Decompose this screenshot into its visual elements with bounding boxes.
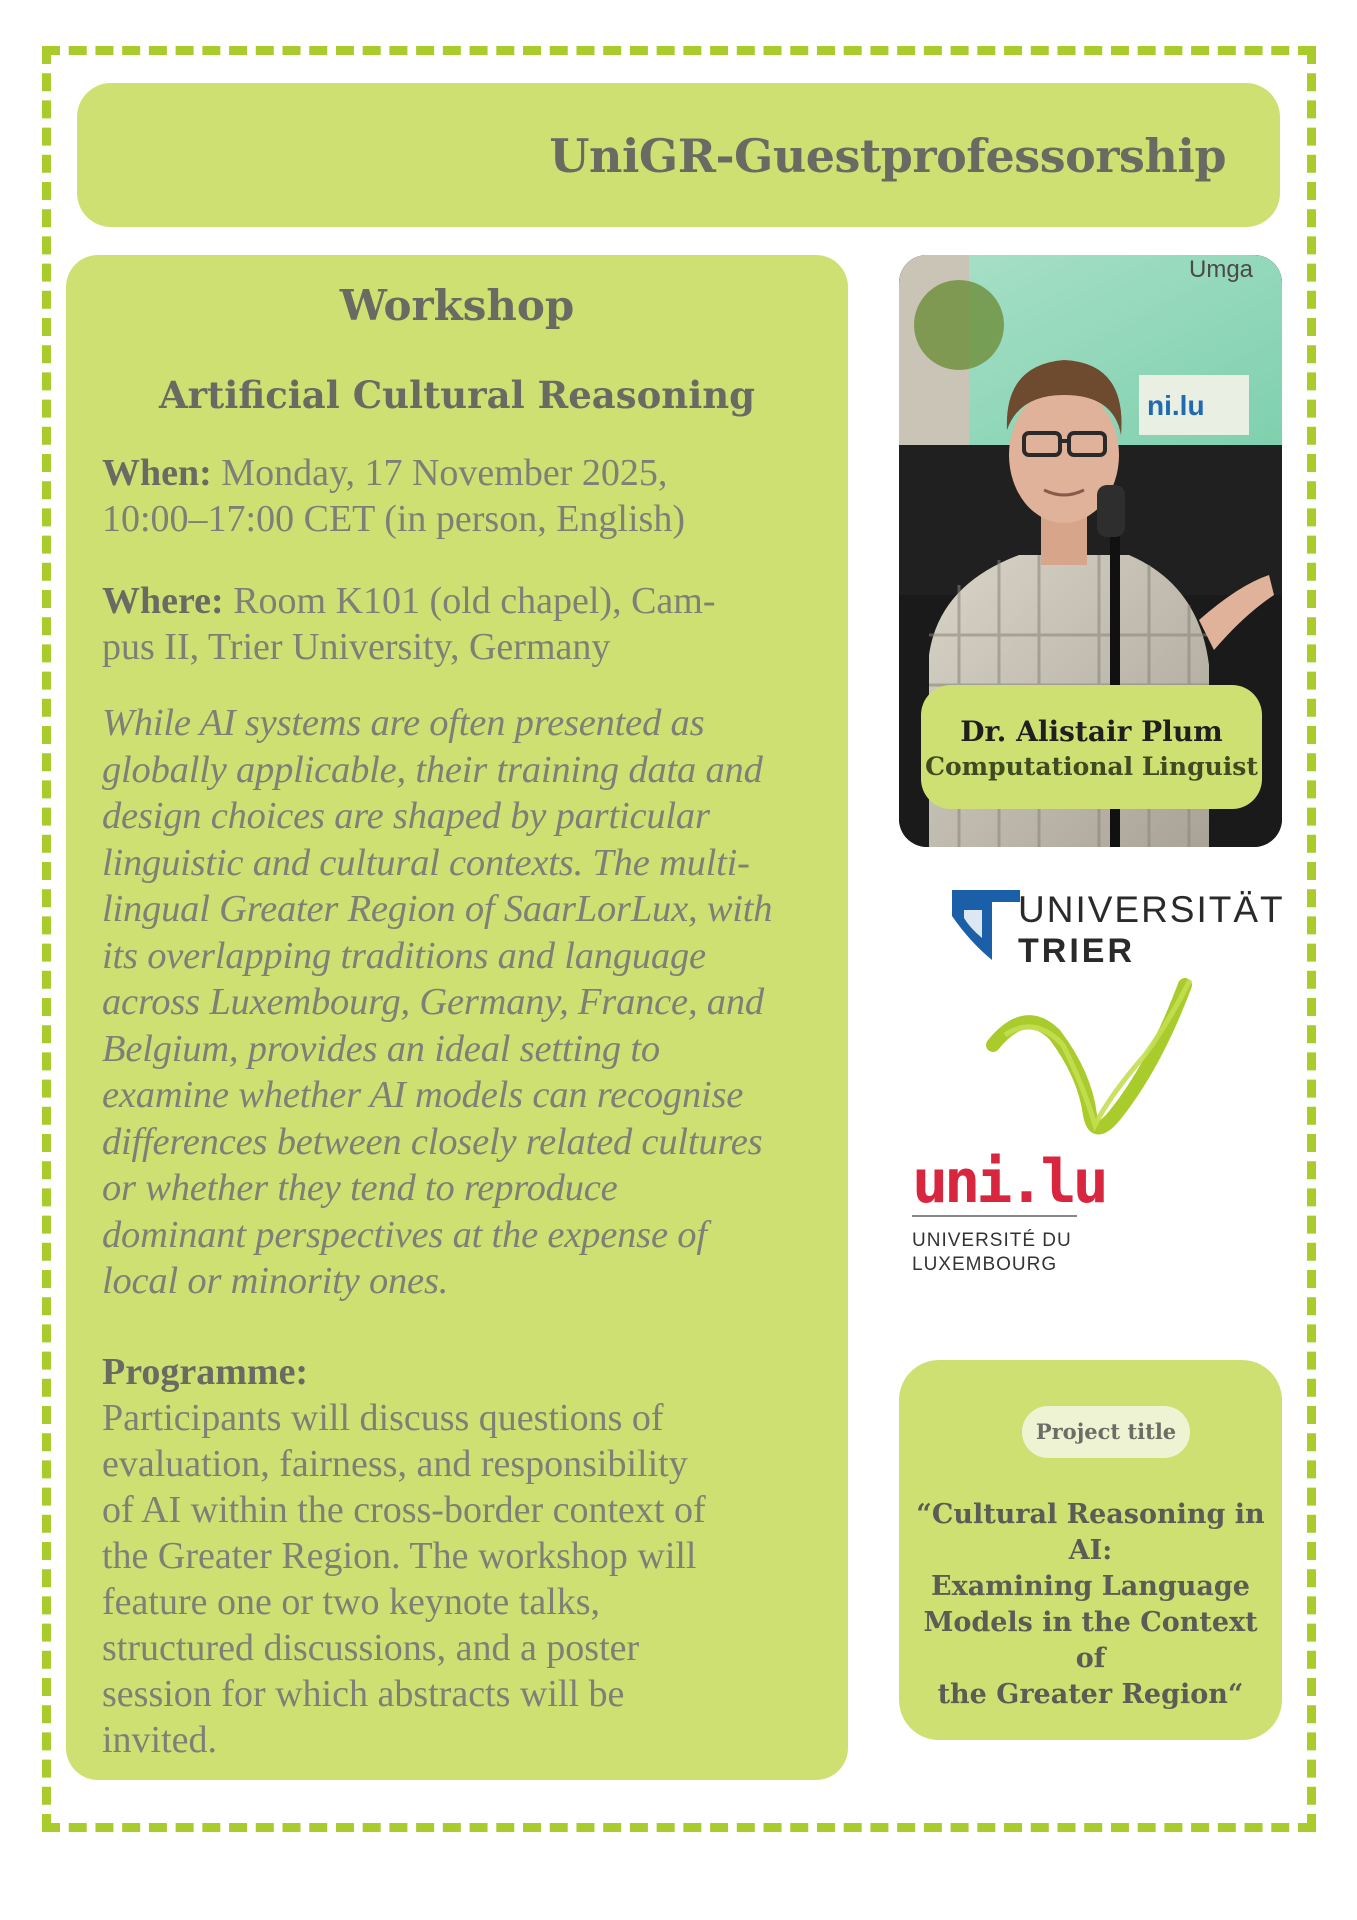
description-line: dominant perspectives at the expense of (102, 1213, 707, 1256)
description-line: local or minority ones. (102, 1260, 449, 1302)
page-title: UniGR-Guestprofessorship (549, 129, 1226, 183)
description-line: linguistic and cultural contexts. The multi- (102, 841, 750, 884)
programme-line: evaluation, fairness, and responsibility (102, 1443, 688, 1485)
project-title (905, 1497, 1276, 1713)
unilu-line2: LUXEMBOURG (912, 1254, 1058, 1275)
description-line: design choices are shaped by particular (102, 795, 710, 837)
description-line: or whether they tend to reproduce (102, 1167, 618, 1209)
description-line: its overlapping traditions and language (102, 934, 706, 977)
programme-line: of AI within the cross-border context of (102, 1489, 706, 1531)
project-label: Project title (1022, 1406, 1190, 1458)
where-line2: pus II, Trier University, Germany (102, 626, 611, 668)
speaker-photo-card (899, 255, 1282, 847)
programme-line: structured discussions, and a poster (102, 1627, 640, 1669)
project-title-line: “Cultural Reasoning in AI: (916, 1499, 1265, 1566)
programme-line: the Greater Region. The workshop will (102, 1535, 697, 1577)
where-block (102, 578, 822, 670)
trier-university-logo (950, 880, 1290, 970)
description-line: examine whether AI models can recognise (102, 1074, 744, 1116)
microphone (1097, 485, 1125, 537)
description-line: differences between closely related cultures (102, 1120, 763, 1163)
trier-line2: TRIER (1018, 932, 1135, 970)
programme-text (102, 1395, 822, 1763)
when-block (102, 450, 822, 542)
unigr-wave-logo (985, 975, 1205, 1150)
programme-line: session for which abstracts will be (102, 1673, 625, 1715)
trier-emblem-icon (952, 890, 1020, 960)
uni-lu-logo (912, 1140, 1112, 1290)
description-line: across Luxembourg, Germany, France, and (102, 981, 764, 1023)
speaker-role: Computational Linguist (925, 752, 1258, 781)
screen-text: Umga (1189, 256, 1254, 283)
project-card (899, 1360, 1282, 1740)
description-line: globally applicable, their training data and (102, 748, 763, 791)
header-banner (77, 83, 1280, 227)
description-line: lingual Greater Region of SaarLorLux, with (102, 888, 773, 930)
speaker-name: Dr. Alistair Plum (960, 715, 1223, 748)
when-line2: 10:00–17:00 CET (in person, English) (102, 498, 685, 540)
description-line: Belgium, provides an ideal setting to (102, 1027, 660, 1070)
when-line1: Monday, 17 November 2025, (221, 452, 668, 494)
trier-line1: UNIVERSITÄT (1018, 889, 1285, 930)
workshop-heading: Workshop (339, 281, 575, 330)
unilu-mark: uni.lu (912, 1147, 1105, 1217)
unilu-line1: UNIVERSITÉ DU (912, 1230, 1072, 1251)
speaker-badge (921, 685, 1262, 809)
programme-line: invited. (102, 1719, 218, 1761)
where-label: Where: (102, 580, 224, 622)
description-line: While AI systems are often presented as (102, 702, 705, 744)
programme-heading: Programme: (102, 1351, 309, 1393)
description (102, 700, 822, 1305)
programme-line: Participants will discuss questions of (102, 1397, 664, 1439)
workshop-card (66, 255, 848, 1780)
programme-line: feature one or two keynote talks, (102, 1581, 601, 1623)
project-title-line: the Greater Region“ (937, 1679, 1244, 1710)
project-title-line: Examining Language (931, 1571, 1250, 1602)
workshop-subtitle: Artificial Cultural Reasoning (158, 373, 756, 417)
where-line1: Room K101 (old chapel), Cam- (233, 580, 716, 622)
screen-logo: ni.lu (1147, 390, 1205, 421)
project-title-line: Models in the Context of (923, 1607, 1258, 1674)
when-label: When: (102, 452, 212, 494)
